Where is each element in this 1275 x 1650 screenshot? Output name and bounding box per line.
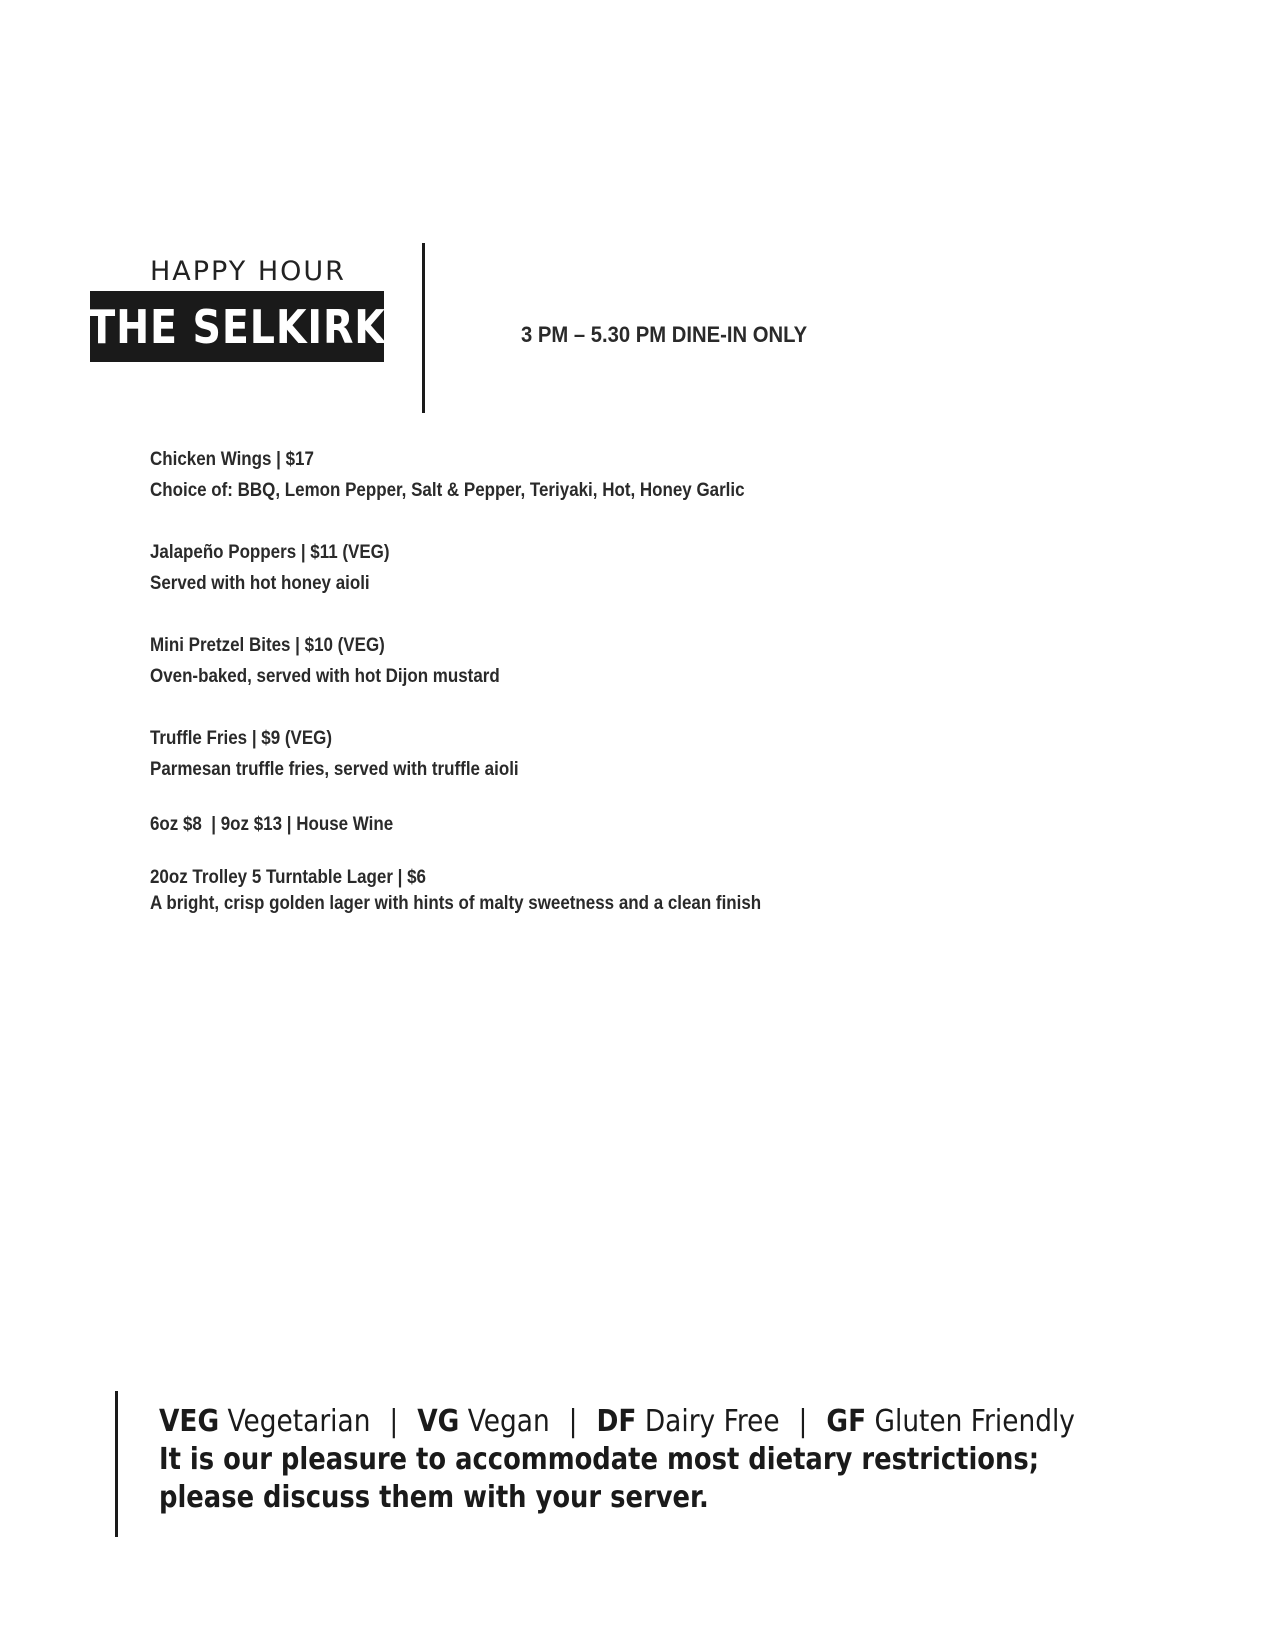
veg-code: VEG xyxy=(159,1404,220,1439)
wine-pricing: 6oz $8 | 9oz $13 | House Wine xyxy=(150,813,394,835)
df-code: DF xyxy=(596,1404,637,1439)
legend-divider xyxy=(115,1391,118,1537)
legend-separator: | xyxy=(568,1404,578,1439)
legend-separator: | xyxy=(798,1404,808,1439)
menu-list xyxy=(150,444,1050,916)
vg-label: Vegan xyxy=(467,1404,550,1439)
menu-item-description: Parmesan truffle fries, served with truffle aioli xyxy=(150,758,519,780)
menu-item-description: Choice of: BBQ, Lemon Pepper, Salt & Pepper, Teriyaki, Hot, Honey Garlic xyxy=(150,479,745,501)
veg-label: Vegetarian xyxy=(227,1404,371,1439)
dietary-note-line-1: It is our pleasure to accommodate most dietary restrictions; xyxy=(159,1442,1040,1477)
menu-item-description: Served with hot honey aioli xyxy=(150,572,370,594)
selkirk-logo xyxy=(90,291,384,362)
menu-item-title: Truffle Fries | $9 (VEG) xyxy=(150,727,332,749)
menu-item-title: Chicken Wings | $17 xyxy=(150,448,314,470)
beer-description: A bright, crisp golden lager with hints of malty sweetness and a clean finish xyxy=(150,892,762,914)
hours-text: 3 PM – 5.30 PM DINE-IN ONLY xyxy=(521,322,808,347)
dietary-key xyxy=(159,1403,1075,1441)
dietary-legend xyxy=(159,1403,1200,1517)
legend-separator: | xyxy=(389,1404,399,1439)
menu-item-title: Jalapeño Poppers | $11 (VEG) xyxy=(150,541,390,563)
logo-text: THE SELKIRK xyxy=(88,299,386,354)
gf-label: Gluten Friendly xyxy=(874,1404,1075,1439)
happy-hour-heading: HAPPY HOUR xyxy=(150,256,346,287)
header-divider xyxy=(422,243,425,413)
menu-item-description: Oven-baked, served with hot Dijon mustard xyxy=(150,665,500,687)
menu-item-title: Mini Pretzel Bites | $10 (VEG) xyxy=(150,634,385,656)
dietary-note-line-2: please discuss them with your server. xyxy=(159,1480,709,1515)
beer-title: 20oz Trolley 5 Turntable Lager | $6 xyxy=(150,866,426,888)
df-label: Dairy Free xyxy=(644,1404,780,1439)
gf-code: GF xyxy=(826,1404,867,1439)
vg-code: VG xyxy=(417,1404,460,1439)
